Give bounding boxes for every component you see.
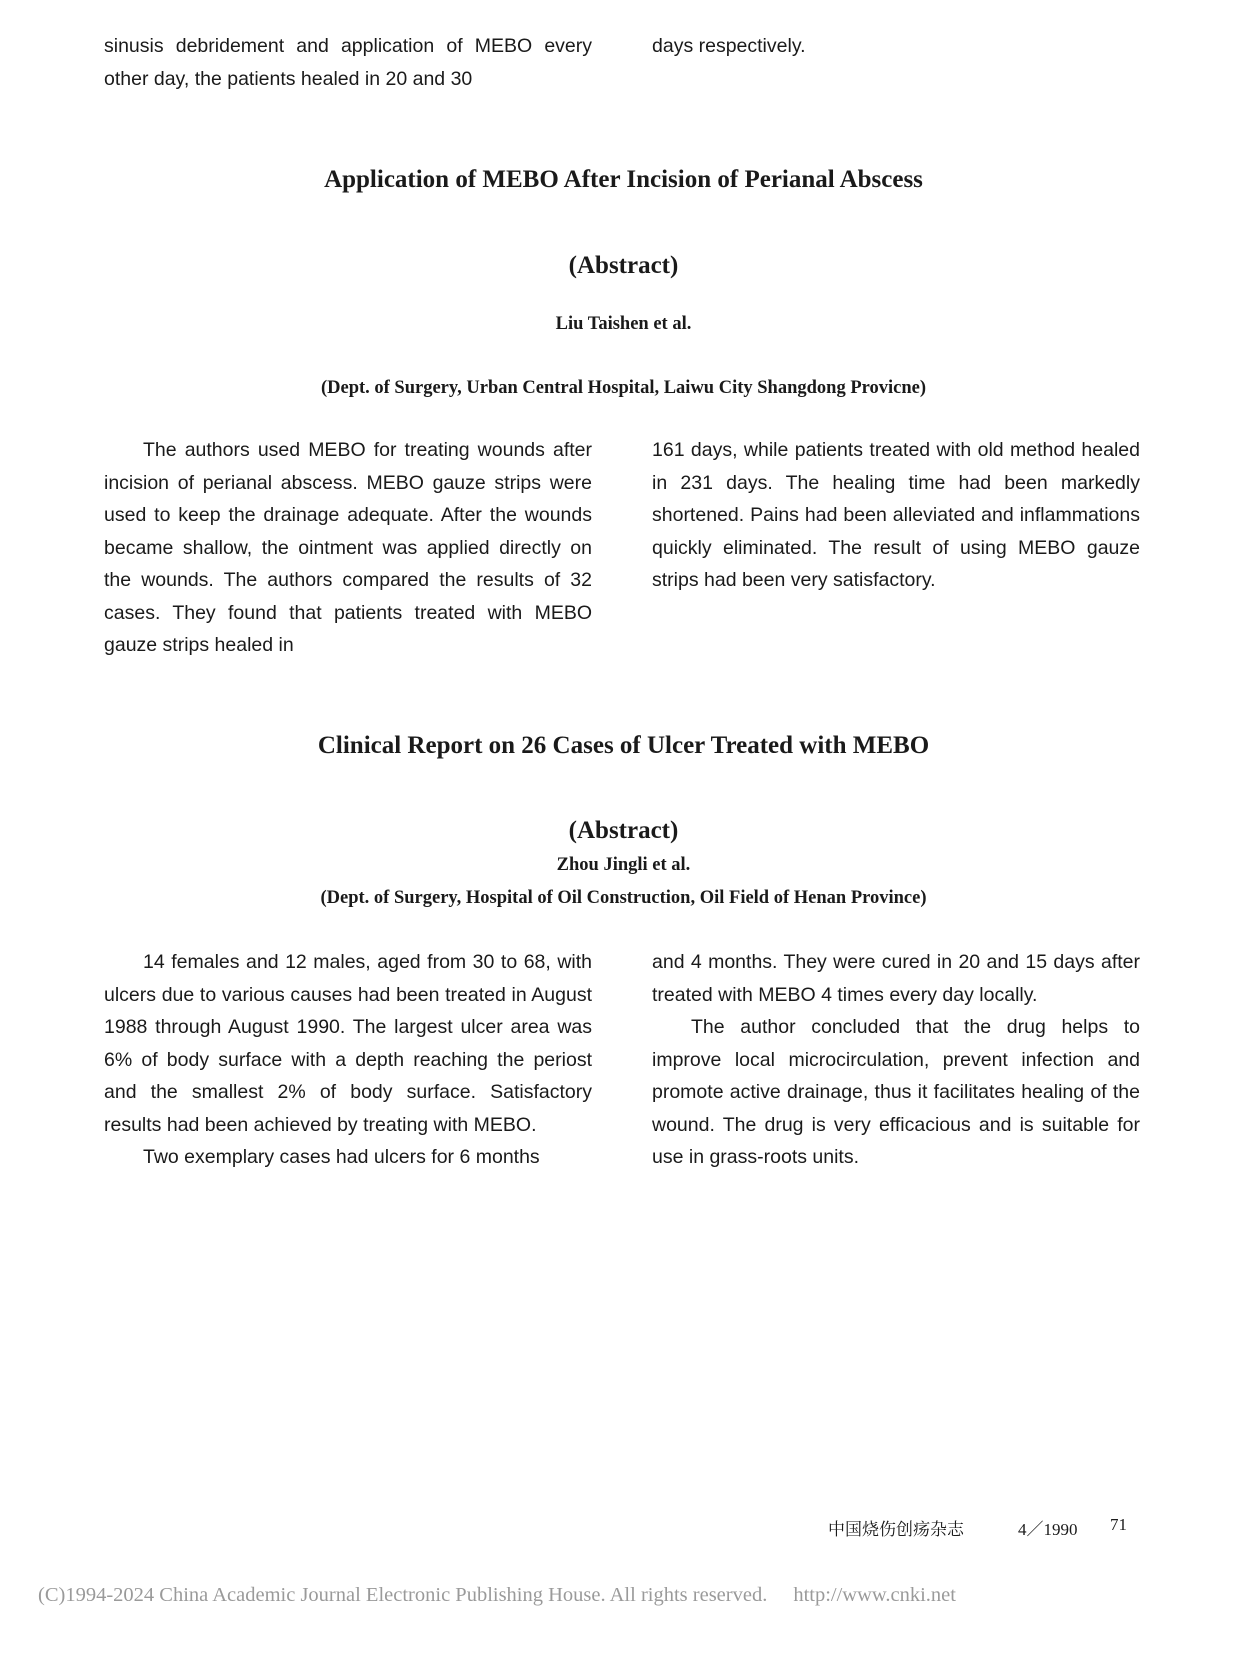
article2-title: Clinical Report on 26 Cases of Ulcer Treated with MEBO [317, 732, 930, 759]
article1-body-left: The authors used MEBO for treating wounds after incision of perianal abscess. MEBO gauze strips were used to keep the drainage adequate. After the wounds became shallow, the ointment was applied directly on the wounds. The authors compared the results of 32 cases. They found that patients treated with MEBO gauze strips healed in [104, 439, 592, 656]
article1-title: Application of MEBO After Incision of Perianal Abscess [324, 166, 923, 193]
continued-paragraph-end: days respectively. [652, 35, 806, 57]
article2-body-left-p2: Two exemplary cases had ulcers for 6 months [143, 1146, 540, 1168]
continued-text-right [652, 30, 1140, 63]
article2-body-right-p2: The author concluded that the drug helps to improve local microcirculation, prevent infection and promote active drainage, thus it facilitates healing of the wound. The drug is very efficacious and is suitable for use in grass-roots units. [652, 1016, 1140, 1168]
continued-text-left [104, 30, 592, 95]
article2-affiliation: (Dept. of Surgery, Hospital of Oil Construction, Oil Field of Henan Province) [320, 888, 927, 908]
article2-body-left-p1: 14 females and 12 males, aged from 30 to 68, with ulcers due to various causes had been treated in August 1988 through August 1990. The largest ulcer area was 6% of body surface with a depth reaching the periost and the smallest 2% of body surface. Satisfactory results had been achieved by treating with MEBO. [104, 951, 592, 1136]
article2-column-left [104, 946, 592, 1174]
article2-body-right-p1: and 4 months. They were cured in 20 and 15 days after treated with MEBO 4 times every day locally. [652, 951, 1140, 1006]
article2-author: Zhou Jingli et al. [556, 855, 691, 875]
journal-name: 中国烧伤创疡杂志 [828, 1520, 964, 1539]
article1-column-right [652, 434, 1140, 597]
copyright-notice: (C)1994-2024 China Academic Journal Electronic Publishing House. All rights reserved. [38, 1584, 768, 1606]
article2-column-right [652, 946, 1140, 1174]
page-number: 71 [1110, 1515, 1127, 1534]
article1-body-right: 161 days, while patients treated with old method healed in 231 days. The healing time had been markedly shortened. Pains had been alleviated and inflammations quickly eliminated. The result of using MEBO gauze strips had been very satisfactory. [652, 439, 1140, 591]
article1-affiliation: (Dept. of Surgery, Urban Central Hospital, Laiwu City Shangdong Provicne) [320, 378, 927, 398]
article1-author: Liu Taishen et al. [555, 314, 692, 334]
article2-abstract-label: (Abstract) [568, 817, 679, 844]
article1-column-left [104, 434, 592, 662]
article1-abstract-label: (Abstract) [568, 252, 679, 279]
continued-paragraph: sinusis debridement and application of MEBO every other day, the patients healed in 20 and 30 [104, 35, 592, 90]
cnki-url: http://www.cnki.net [793, 1584, 956, 1606]
issue-number: 4／1990 [1018, 1520, 1078, 1539]
copyright-line [38, 1584, 956, 1607]
